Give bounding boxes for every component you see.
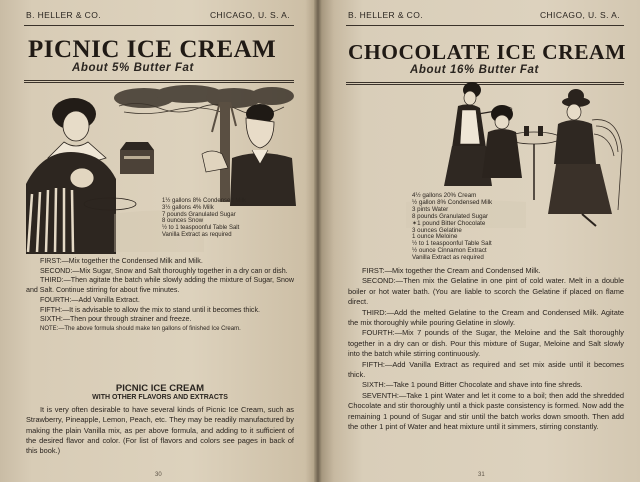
left-title-rule — [24, 80, 294, 83]
left-header-rule — [24, 25, 294, 26]
left-recipe-title: PICNIC ICE CREAM — [28, 36, 277, 63]
left-recipe-subtitle: About 5% Butter Fat — [72, 62, 194, 74]
ingredient-item: ✶1 pound Bitter Chocolate — [412, 219, 486, 227]
ingredient-item: 4½ gallons 20% Cream — [412, 192, 477, 199]
left-page-number: 30 — [155, 472, 162, 478]
right-recipe-title: CHOCOLATE ICE CREAM — [348, 40, 626, 64]
ingredient-item: 3½ gallons 4% Milk — [162, 204, 214, 211]
ingredient-item: Vanilla Extract as required — [162, 231, 232, 238]
right-header-company: B. HELLER & CO. — [348, 10, 423, 20]
ingredient-item: ½ to 1 teaspoonful Table Salt — [162, 225, 240, 232]
right-page-number: 31 — [478, 472, 485, 478]
instruction-step: SIXTH:—Take 1 pound Bitter Chocolate and shave into fine shreds. — [362, 380, 583, 390]
instruction-step: SIXTH:—Then pour through strainer and freeze. — [40, 315, 192, 324]
left-instructions — [26, 257, 294, 333]
hat-woman-figure — [548, 89, 612, 226]
ingredient-item: 1 ounce Meloine — [412, 233, 458, 241]
section-paragraph: It is very often desirable to have several kinds of Picnic Ice Cream, such as Strawberry, Pineapple, Lemon, Peach, etc. They may be readily manufactured by making the plain Vanilla mix, as per above formula, and adding to it sufficient of the desired flavor and color. (For list of flavors and colors see pages in back of this book.) — [26, 405, 294, 456]
section-text — [26, 405, 294, 456]
instruction-step: FIFTH:—It is advisable to allow the mix to stand until it becomes thick. — [40, 305, 260, 314]
picnic-basket — [120, 142, 154, 174]
right-header-rule — [346, 25, 624, 26]
section-subtitle: WITH OTHER FLAVORS AND EXTRACTS — [92, 394, 228, 401]
ingredient-item: ½ ounce Cinnamon Extract — [412, 247, 487, 255]
instruction-step: FIRST:—Mix together the Condensed Milk and Milk. — [40, 257, 203, 265]
right-recipe-subtitle: About 16% Butter Fat — [410, 64, 539, 76]
right-page — [318, 0, 640, 482]
formula-note: NOTE:—The above formula should make ten gallons of finished Ice Cream. — [40, 325, 241, 332]
right-running-header — [348, 10, 620, 22]
ingredient-item: 3 pints Water — [412, 205, 449, 213]
instruction-step: FOURTH:—Mix 7 pounds of the Sugar, the Meloine and the Salt thoroughly together in a dry can or dish. Pour this mixture of Sugar, Meloine and Salt slowly into the batch while stirring continuously. — [348, 328, 624, 359]
instruction-step: FIFTH:—Add Vanilla Extract as required and set mix aside until it becomes thick. — [348, 359, 624, 380]
picnic-scene-illustration — [24, 84, 296, 254]
ingredient-item: 8 ounces Snow — [162, 218, 204, 225]
book-gutter — [314, 0, 322, 482]
instruction-step: SEVENTH:—Take 1 pint Water and let it come to a boil; then add the shredded Chocolate and stir thoroughly until a thick paste consistency is formed. Now add the remaining 1 pound of Sugar and stir until the batch works down smooth. Then add the other 1 pint of Water and heat mixture until it simmers, stirring constantly. — [348, 390, 624, 432]
left-header-city: CHICAGO, U. S. A. — [209, 10, 290, 20]
ingredient-item: 8 pounds Granulated Sugar — [412, 212, 489, 220]
ingredient-item: ½ to 1 teaspoonful Table Salt — [412, 240, 492, 248]
instruction-step: THIRD:—Add the melted Gelatine to the Cream and Condensed Milk. Agitate the mix thoroughly while pouring Gelatine in slowly. — [348, 307, 624, 328]
instruction-step: THIRD:—Then agitate the batch while slowly adding the mixture of Sugar, Snow and Salt. Continue stirring for about five minutes. — [26, 276, 294, 295]
left-page — [0, 0, 318, 482]
left-running-header — [26, 10, 290, 22]
ingredient-item: ½ gallon 8% Condensed Milk — [412, 198, 493, 206]
ingredient-item: 3 ounces Gelatine — [412, 226, 462, 234]
right-instructions — [348, 266, 624, 433]
right-ingredient-list — [412, 193, 492, 262]
instruction-step: SECOND:—Mix Sugar, Snow and Salt thoroughly together in a dry can or dish. — [40, 266, 288, 275]
section-title: PICNIC ICE CREAM — [115, 383, 205, 394]
right-header-city: CHICAGO, U. S. A. — [539, 10, 620, 20]
ingredient-item: 1½ gallons 8% Condensed Milk — [162, 198, 247, 204]
left-ingredient-list — [162, 198, 246, 239]
instruction-step: SECOND:—Then mix the Gelatine in one pint of cold water. Melt in a double boiler or hot water bath. (You are liable to scorch the Gelatine if placed on flame direct. — [348, 276, 624, 307]
instruction-step: FOURTH:—Add Vanilla Extract. — [40, 295, 140, 304]
instruction-step: FIRST:—Mix together the Cream and Condensed Milk. — [362, 266, 541, 275]
left-header-company: B. HELLER & CO. — [26, 10, 101, 20]
ingredient-item: 7 pounds Granulated Sugar — [162, 211, 236, 218]
ingredient-item: Vanilla Extract as required — [412, 254, 484, 262]
woman-figure — [26, 98, 116, 254]
seated-woman-figure — [482, 105, 522, 178]
